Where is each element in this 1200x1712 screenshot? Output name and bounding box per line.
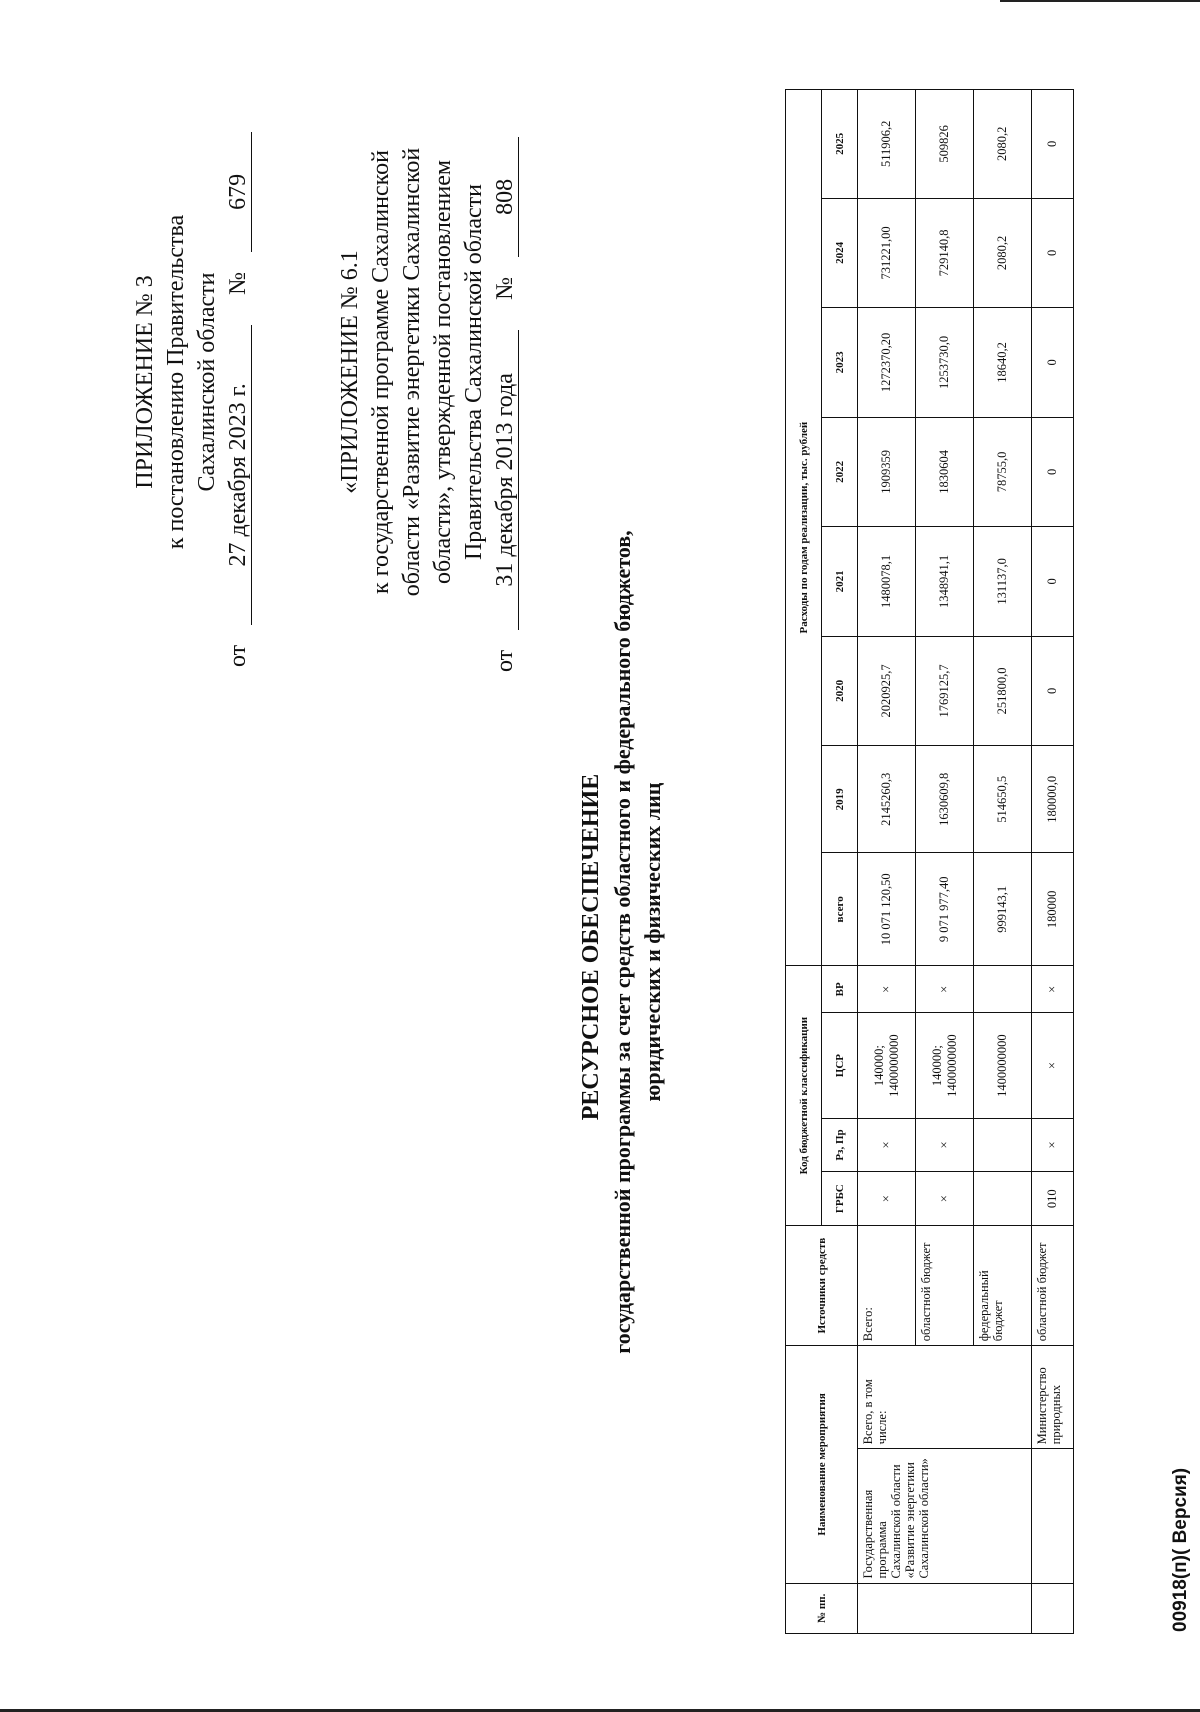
appendix-header	[130, 97, 254, 667]
previous-appendix-date: 31 декабря 2013 года	[492, 330, 519, 630]
cell-2025: 2080,2	[974, 90, 1032, 199]
cell-2023: 1272370,20	[858, 308, 916, 418]
cell-2022: 1830604	[916, 417, 974, 527]
cell-total: 10 071 120,50	[858, 853, 916, 966]
cell-2019: 514650,5	[974, 746, 1032, 853]
cell-2022: 78755,0	[974, 417, 1032, 527]
header-2022: 2022	[822, 417, 858, 527]
cell-rzpr: ×	[916, 1118, 974, 1172]
cell-rzpr: ×	[858, 1118, 916, 1172]
cell-grbs: ×	[858, 1172, 916, 1226]
header-2025: 2025	[822, 90, 858, 199]
resource-table	[785, 89, 1074, 1634]
document-subtitle	[608, 352, 668, 1532]
cell-2020: 2020925,7	[858, 636, 916, 746]
table-row	[858, 90, 916, 1634]
header-num: № пп.	[786, 1583, 858, 1633]
header-csr: ЦСР	[822, 1013, 858, 1118]
cell-source: областной бюджет	[1032, 1226, 1074, 1346]
number-label: №	[225, 271, 251, 295]
cell-2021: 131137,0	[974, 527, 1032, 637]
ministry-name: Министерство природных	[1032, 1346, 1074, 1449]
cell-source: федеральный бюджет	[974, 1226, 1032, 1346]
cell-num	[1032, 1583, 1074, 1633]
previous-appendix-line: к государственной программе Сахалинской	[368, 150, 394, 594]
header-2020: 2020	[822, 636, 858, 746]
document-title: РЕСУРСНОЕ ОБЕСПЕЧЕНИЕ	[578, 773, 604, 1121]
header-budget-code: Код бюджетной классификации	[786, 966, 822, 1226]
header-total: всего	[822, 853, 858, 966]
cell-rzpr: ×	[1032, 1118, 1074, 1172]
appendix-date-line	[223, 97, 254, 667]
cell-total: 9 071 977,40	[916, 853, 974, 966]
cell-total: 999143,1	[974, 853, 1032, 966]
cell-2021: 1348941,1	[916, 527, 974, 637]
cell-rzpr	[974, 1118, 1032, 1172]
cell-csr: ×	[1032, 1013, 1074, 1118]
cell-source: Всего:	[858, 1226, 916, 1346]
previous-appendix-date-line	[490, 72, 521, 672]
header-vr: ВР	[822, 966, 858, 1013]
cell-2025: 509826	[916, 90, 974, 199]
header-grbs: ГРБС	[822, 1172, 858, 1226]
cell-csr: 140000; 1400000000	[858, 1013, 916, 1118]
header-2021: 2021	[822, 527, 858, 637]
header-sources: Источники средств	[786, 1226, 858, 1346]
previous-appendix-line: области «Развитие энергетики Сахалинской	[399, 147, 425, 597]
cell-grbs	[974, 1172, 1032, 1226]
previous-appendix-number: 808	[492, 137, 519, 257]
appendix-line: к постановлению Правительства	[163, 214, 189, 550]
header-2024: 2024	[822, 198, 858, 308]
cell-2021: 0	[1032, 527, 1074, 637]
appendix-line: Сахалинской области	[194, 272, 220, 492]
cell-csr: 1400000000	[974, 1013, 1032, 1118]
program-scope: Всего, в том числе:	[858, 1346, 1032, 1449]
cell-csr: 140000; 1400000000	[916, 1013, 974, 1118]
from-label: от	[492, 649, 518, 672]
scan-edge-line	[1000, 0, 1200, 2]
header-2019: 2019	[822, 746, 858, 853]
table-row	[1032, 90, 1074, 1634]
cell-2019: 2145260,3	[858, 746, 916, 853]
cell-2019: 180000,0	[1032, 746, 1074, 853]
cell-2023: 0	[1032, 308, 1074, 418]
program-name: Государственная программа Сахалинской области «Развитие энергетики Сахалинской области»	[858, 1449, 1032, 1583]
previous-appendix-line: Правительства Сахалинской области	[461, 183, 487, 561]
cell-vr: ×	[858, 966, 916, 1013]
previous-appendix-header	[335, 72, 521, 672]
cell-vr: ×	[1032, 966, 1074, 1013]
cell-2022: 0	[1032, 417, 1074, 527]
header-rzpr: Рз, Пр	[822, 1118, 858, 1172]
appendix-date: 27 декабря 2023 г.	[225, 325, 252, 625]
cell-2020: 251800,0	[974, 636, 1032, 746]
number-label: №	[492, 276, 518, 300]
header-event: Наименование мероприятия	[786, 1346, 858, 1583]
header-2023: 2023	[822, 308, 858, 418]
cell-2025: 0	[1032, 90, 1074, 199]
cell-source: областной бюджет	[916, 1226, 974, 1346]
previous-appendix-line: области», утвержденной постановлением	[430, 159, 456, 585]
cell-vr: ×	[916, 966, 974, 1013]
appendix-number: 679	[225, 132, 252, 252]
cell-event	[1032, 1449, 1074, 1583]
cell-grbs: 010	[1032, 1172, 1074, 1226]
header-expenses: Расходы по годам реализации, тыс. рублей	[786, 90, 822, 966]
cell-2019: 1630609,8	[916, 746, 974, 853]
cell-2020: 1769125,7	[916, 636, 974, 746]
document-footer-code: 00918(п)( Версия)	[1170, 1467, 1191, 1632]
cell-grbs: ×	[916, 1172, 974, 1226]
from-label: от	[225, 644, 251, 667]
cell-total: 180000	[1032, 853, 1074, 966]
cell-2023: 18640,2	[974, 308, 1032, 418]
cell-2024: 2080,2	[974, 198, 1032, 308]
cell-num	[858, 1583, 1032, 1633]
cell-2023: 1253730,0	[916, 308, 974, 418]
cell-2025: 511906,2	[858, 90, 916, 199]
document-subtitle-line: юридических и физических лиц	[640, 782, 665, 1102]
previous-appendix-title: «ПРИЛОЖЕНИЕ № 6.1	[337, 250, 363, 494]
cell-2024: 0	[1032, 198, 1074, 308]
cell-2022: 1909359	[858, 417, 916, 527]
cell-2024: 729140,8	[916, 198, 974, 308]
document-subtitle-line: государственной программы за счет средств областного и федерального бюджетов,	[610, 530, 635, 1354]
appendix-title: ПРИЛОЖЕНИЕ № 3	[132, 275, 158, 489]
cell-2021: 1480078,1	[858, 527, 916, 637]
cell-2024: 731221,00	[858, 198, 916, 308]
cell-vr	[974, 966, 1032, 1013]
cell-2020: 0	[1032, 636, 1074, 746]
